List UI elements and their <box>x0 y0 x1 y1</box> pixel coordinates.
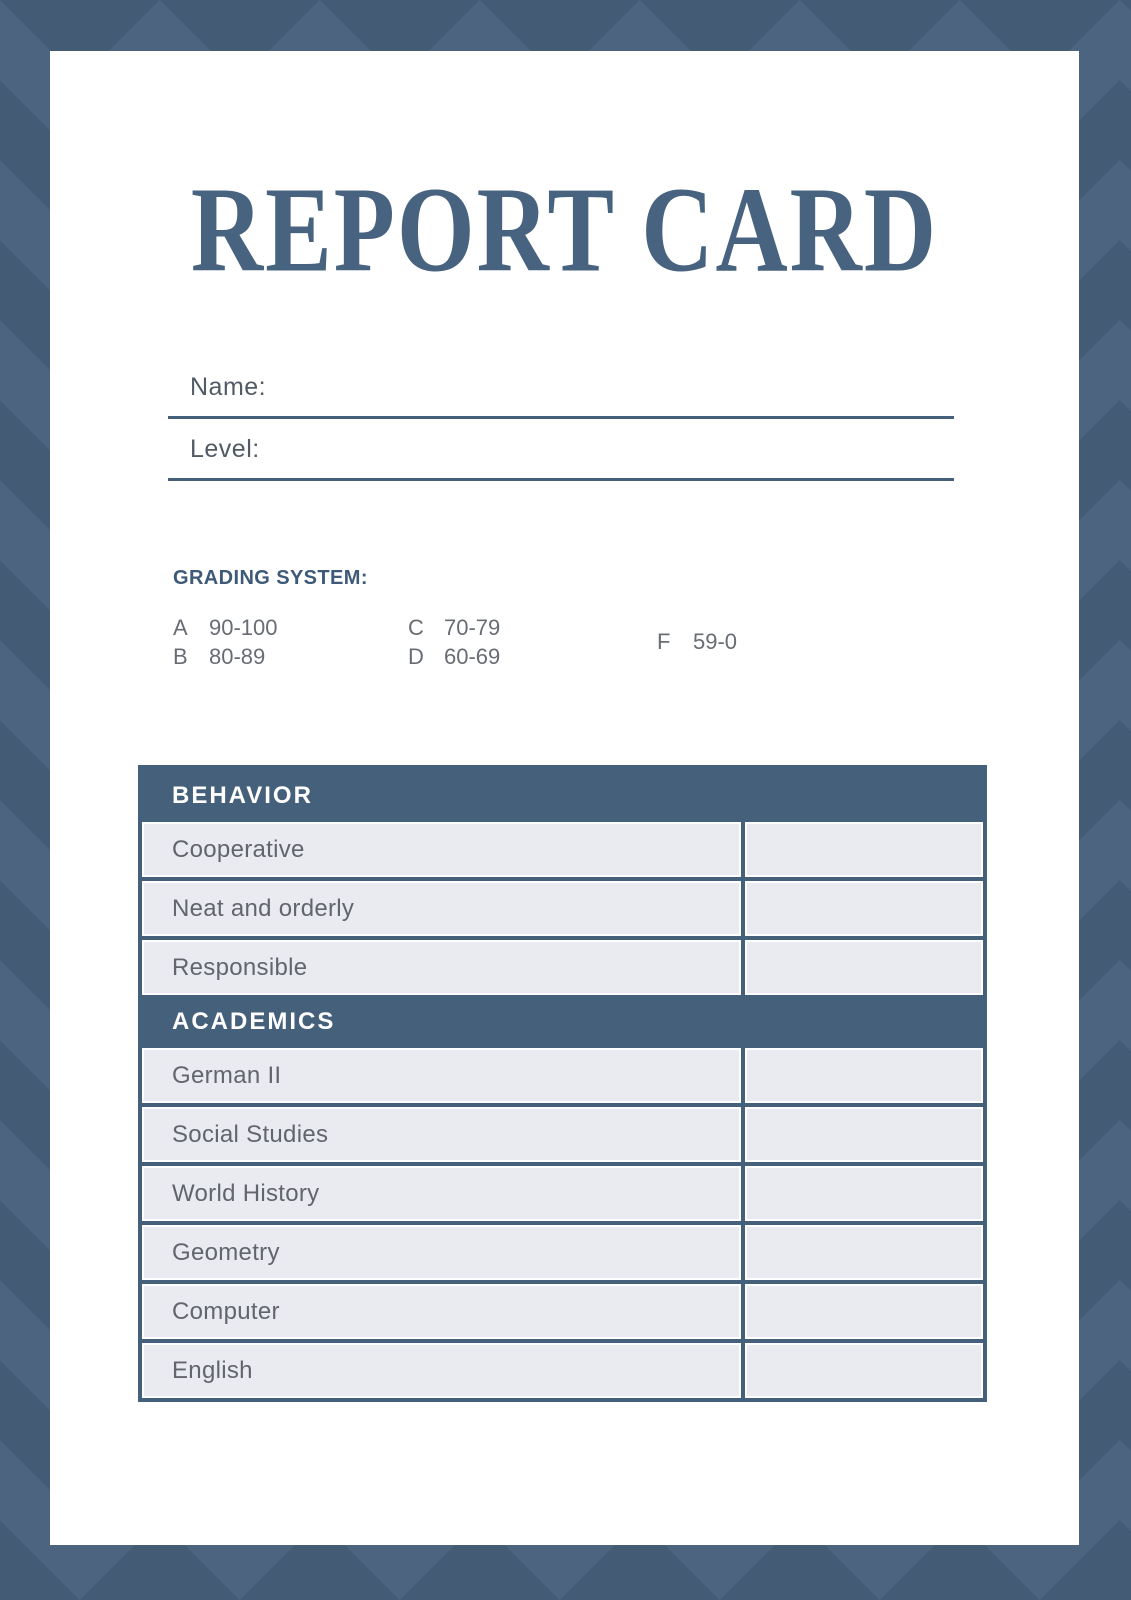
grade-cell[interactable] <box>745 1107 983 1162</box>
grade-entry <box>408 613 500 642</box>
table-row <box>142 1103 983 1162</box>
grade-cell[interactable] <box>745 1343 983 1398</box>
name-input-line[interactable] <box>168 416 954 419</box>
table-row <box>142 1280 983 1339</box>
level-label: Level: <box>190 435 260 463</box>
grade-range: 70-79 <box>444 615 501 640</box>
row-label: World History <box>142 1166 741 1221</box>
grade-letter: A <box>173 615 188 640</box>
grade-cell[interactable] <box>745 1048 983 1103</box>
grade-letter: D <box>408 644 424 669</box>
grade-entry <box>657 627 737 656</box>
row-label: Computer <box>142 1284 741 1339</box>
grade-cell[interactable] <box>745 940 983 995</box>
row-label: Responsible <box>142 940 741 995</box>
row-label: English <box>142 1343 741 1398</box>
table-row <box>142 877 983 936</box>
level-input-line[interactable] <box>168 478 954 481</box>
grading-column-ab <box>173 613 278 671</box>
name-label: Name: <box>190 373 267 401</box>
grade-cell[interactable] <box>745 1166 983 1221</box>
grading-column-cd <box>408 613 500 671</box>
report-card-sheet <box>50 51 1079 1545</box>
grade-range: 59-0 <box>693 629 738 654</box>
grades-table <box>138 765 987 1402</box>
section-header-academics: ACADEMICS <box>142 995 983 1048</box>
grade-letter: C <box>408 615 424 640</box>
grading-column-f <box>657 627 737 656</box>
page-title: REPORT CARD <box>190 161 939 298</box>
table-row <box>142 1339 983 1398</box>
grade-letter: B <box>173 644 188 669</box>
grade-cell[interactable] <box>745 1284 983 1339</box>
row-label: Neat and orderly <box>142 881 741 936</box>
grading-system-heading: GRADING SYSTEM: <box>173 567 368 589</box>
grade-cell[interactable] <box>745 881 983 936</box>
table-row <box>142 822 983 877</box>
grade-entry <box>408 642 500 671</box>
table-row <box>142 936 983 995</box>
grade-range: 80-89 <box>209 644 266 669</box>
row-label: German II <box>142 1048 741 1103</box>
row-label: Geometry <box>142 1225 741 1280</box>
grade-cell[interactable] <box>745 1225 983 1280</box>
grade-range: 60-69 <box>444 644 501 669</box>
table-row <box>142 1221 983 1280</box>
table-row <box>142 1162 983 1221</box>
grade-letter: F <box>657 629 671 654</box>
grade-entry <box>173 613 278 642</box>
grade-entry <box>173 642 278 671</box>
section-header-behavior: BEHAVIOR <box>142 769 983 822</box>
row-label: Social Studies <box>142 1107 741 1162</box>
table-row <box>142 1048 983 1103</box>
grade-range: 90-100 <box>209 615 278 640</box>
row-label: Cooperative <box>142 822 741 877</box>
grade-cell[interactable] <box>745 822 983 877</box>
